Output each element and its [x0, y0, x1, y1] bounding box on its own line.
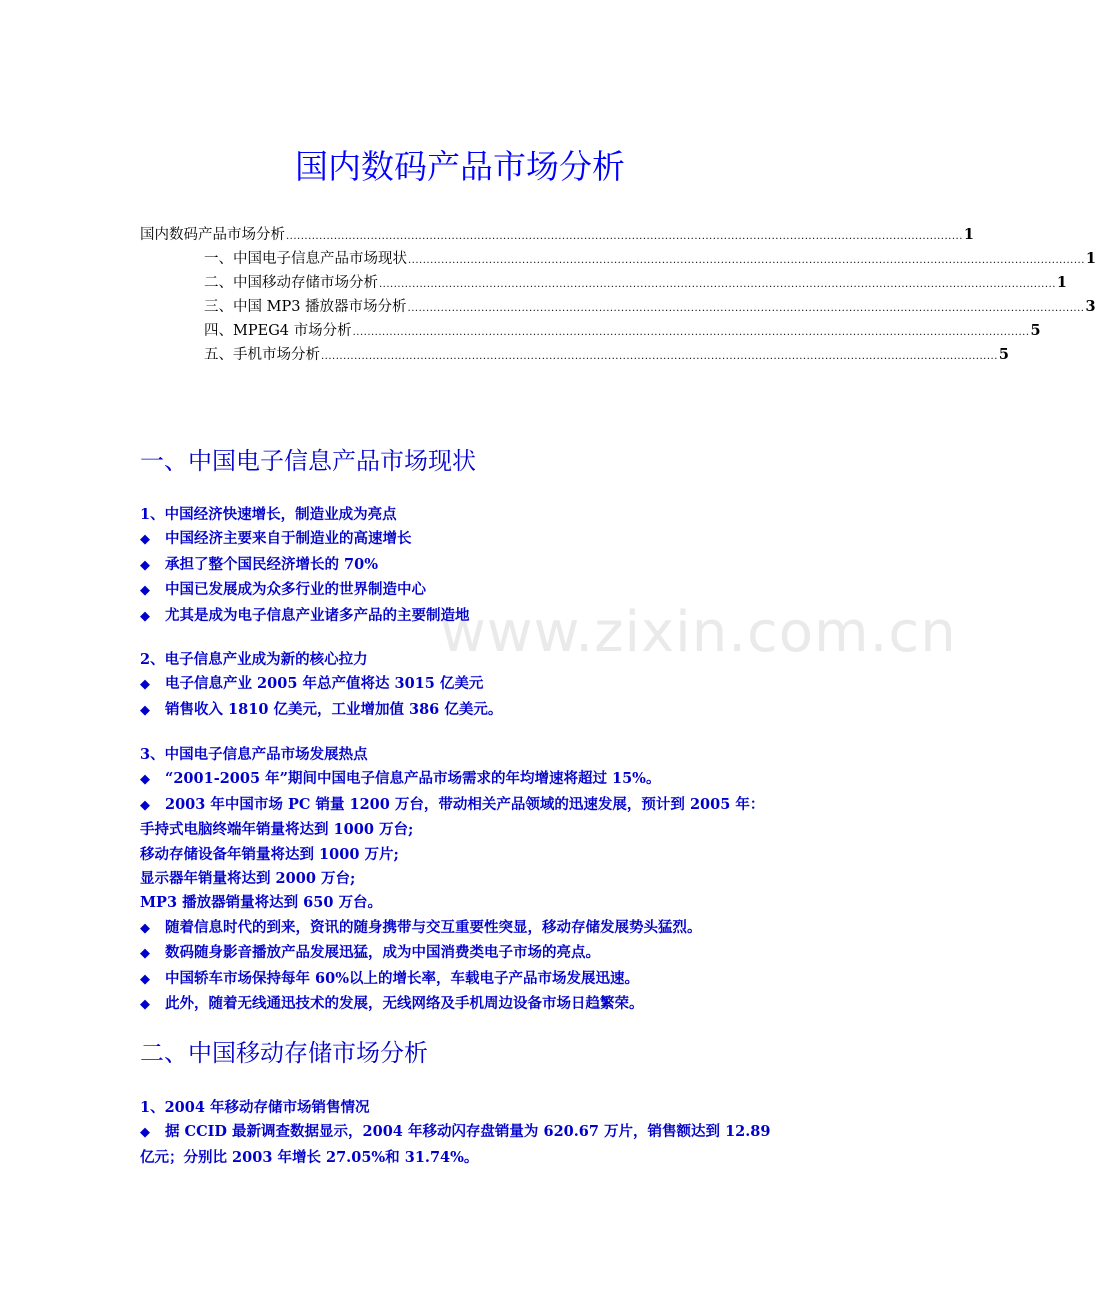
section2-group1: [140, 1096, 790, 1170]
diamond-bullet-icon: ◆: [140, 1125, 150, 1141]
bullet-item: [140, 1120, 790, 1145]
toc-entry[interactable]: [140, 295, 1096, 319]
section-heading-2: 二、中国移动存储市场分析: [140, 1039, 428, 1067]
toc-entry-label: 三、中国 MP3 播放器市场分析: [204, 299, 407, 315]
toc-entry[interactable]: [140, 223, 974, 247]
toc-leader-dots: ........................................................................................................................................................................................: [352, 327, 1030, 338]
toc-entry-page: 5: [998, 346, 1009, 363]
section-heading-1: 一、中国电子信息产品市场现状: [140, 447, 476, 475]
bullet-item: [140, 672, 790, 697]
diamond-bullet-icon: ◆: [140, 677, 150, 693]
toc-leader-dots: ........................................................................................................................................................................................: [408, 255, 1085, 266]
toc-leader-dots: ........................................................................................................................................................................................: [321, 351, 998, 362]
diamond-bullet-icon: ◆: [140, 557, 150, 573]
bullet-text: 据 CCID 最新调查数据显示，2004 年移动闪存盘销量为 620.67 万片，销售额达到 12.89: [165, 1123, 771, 1141]
bullet-text: “2001-2005 年”期间中国电子信息产品市场需求的年均增速将超过 15%。: [165, 770, 661, 788]
toc-leader-dots: ........................................................................................................................................................................................: [286, 231, 963, 242]
bullet-item: [140, 967, 790, 992]
body-line: 亿元；分别比 2003 年增长 27.05%和 31.74%。: [140, 1148, 479, 1166]
bullet-text: 承担了整个国民经济增长的 70%: [165, 555, 379, 573]
bullet-text: 中国经济主要来自于制造业的高速增长: [165, 530, 412, 548]
diamond-bullet-icon: ◆: [140, 532, 150, 548]
toc-entry-page: 5: [1030, 322, 1041, 339]
bullet-text: 随着信息时代的到来，资讯的随身携带与交互重要性突显，移动存储发展势头猛烈。: [165, 918, 702, 936]
subsection-heading: 1、中国经济快速增长，制造业成为亮点: [140, 506, 397, 523]
bullet-item: [140, 992, 790, 1017]
toc-leader-dots: ........................................................................................................................................................................................: [379, 279, 1056, 290]
body-line: 手持式电脑终端年销量将达到 1000 万台;: [140, 821, 414, 839]
bullet-item: [140, 767, 790, 792]
bullet-text: 2003 年中国市场 PC 销量 1200 万台，带动相关产品领域的迅速发展，预计到 2005 年：: [165, 795, 765, 813]
bullet-text: 中国已发展成为众多行业的世界制造中心: [165, 581, 426, 599]
toc-entry[interactable]: [140, 343, 1009, 367]
bullet-text: 中国轿车市场保持每年 60%以上的增长率，车载电子产品市场发展迅速。: [165, 969, 640, 987]
toc-entry[interactable]: [140, 271, 1067, 295]
subsection-heading: 1、2004 年移动存储市场销售情况: [140, 1099, 370, 1116]
bullet-item: [140, 916, 790, 941]
bullet-text: 尤其是成为电子信息产业诸多产品的主要制造地: [165, 606, 470, 624]
toc-entry[interactable]: [140, 319, 1041, 343]
toc-entry-label: 四、MPEG4 市场分析: [204, 323, 352, 339]
diamond-bullet-icon: ◆: [140, 702, 150, 718]
section1-group1: [140, 503, 790, 629]
bullet-text: 电子信息产业 2005 年总产值将达 3015 亿美元: [165, 675, 484, 693]
body-line: MP3 播放器销量将达到 650 万台。: [140, 894, 382, 912]
diamond-bullet-icon: ◆: [140, 608, 150, 624]
toc-entry-label: 五、手机市场分析: [204, 347, 320, 363]
toc-entry-page: 3: [1085, 298, 1096, 315]
toc-entry-page: 1: [1056, 274, 1067, 291]
toc-entry-label: 二、中国移动存储市场分析: [204, 275, 378, 291]
toc-entry-label: 一、中国电子信息产品市场现状: [204, 251, 407, 267]
diamond-bullet-icon: ◆: [140, 797, 150, 813]
bullet-item: [140, 941, 790, 966]
bullet-item: [140, 793, 790, 818]
bullet-item: [140, 604, 790, 629]
body-line: 移动存储设备年销量将达到 1000 万片;: [140, 845, 399, 863]
diamond-bullet-icon: ◆: [140, 772, 150, 788]
toc-entry-page: 1: [1085, 250, 1096, 267]
bullet-item: [140, 527, 790, 552]
bullet-item: [140, 553, 790, 578]
section1-group3: [140, 743, 790, 1017]
bullet-text: 此外，随着无线通迅技术的发展，无线网络及手机周边设备市场日趋繁荣。: [165, 995, 644, 1013]
subsection-heading: 3、中国电子信息产品市场发展热点: [140, 746, 368, 763]
bullet-item: [140, 578, 790, 603]
diamond-bullet-icon: ◆: [140, 920, 150, 936]
toc-entry-label: 国内数码产品市场分析: [140, 227, 285, 243]
body-line: 显示器年销量将达到 2000 万台;: [140, 870, 356, 888]
bullet-text: 数码随身影音播放产品发展迅猛，成为中国消费类电子市场的亮点。: [165, 944, 600, 962]
bullet-text: 销售收入 1810 亿美元，工业增加值 386 亿美元。: [165, 700, 503, 718]
diamond-bullet-icon: ◆: [140, 946, 150, 962]
toc-entry-page: 1: [963, 226, 974, 243]
diamond-bullet-icon: ◆: [140, 971, 150, 987]
document-title: 国内数码产品市场分析: [295, 147, 625, 186]
toc-leader-dots: ........................................................................................................................................................................................: [407, 303, 1085, 314]
subsection-heading: 2、电子信息产业成为新的核心拉力: [140, 651, 368, 668]
bullet-item: [140, 698, 790, 723]
diamond-bullet-icon: ◆: [140, 583, 150, 599]
section1-group2: [140, 648, 790, 723]
toc-entry[interactable]: [140, 247, 1096, 271]
table-of-contents: [140, 223, 1096, 367]
diamond-bullet-icon: ◆: [140, 997, 150, 1013]
watermark: www.zixin.com.cn: [440, 600, 957, 665]
